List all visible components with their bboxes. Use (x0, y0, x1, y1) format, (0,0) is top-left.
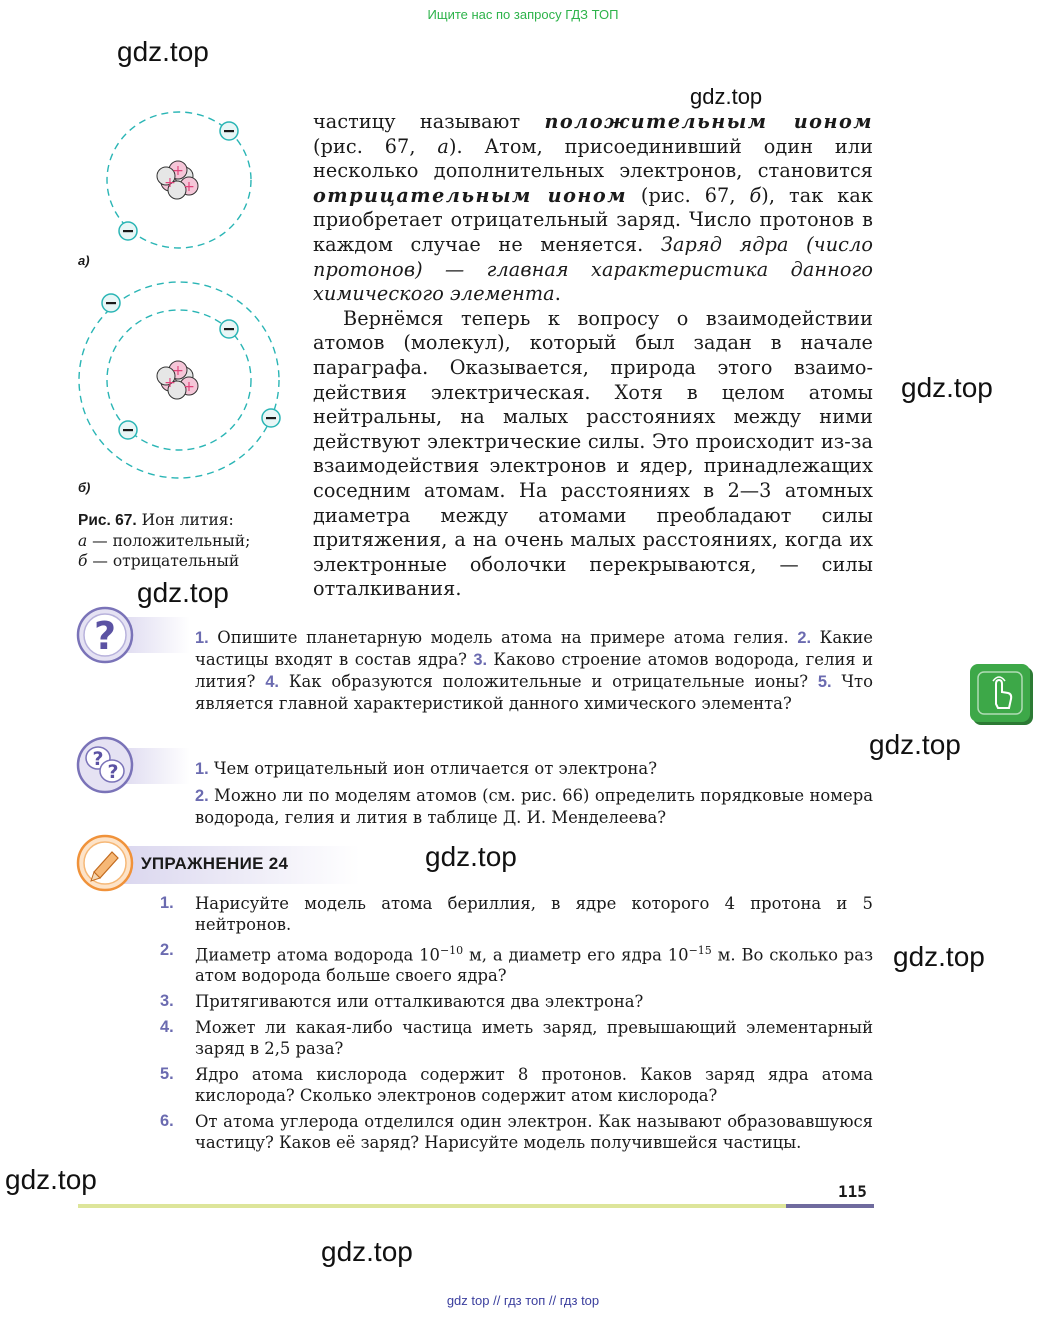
figure-caption (78, 510, 308, 571)
paragraph: Вернёмся теперь к вопросу о взаимодействии атомов (молекул), который был задан в начале параграфа. Оказывается, природа этого взаимодействия электрическая. Хотя в целом атомы нейтральны, на малых расстояниях между ними действуют электрические силы. Это происходит из-за взаимодействия электронов и ядер, принадлежащих соседним атомам. На расстояниях в 2—3 атомных диаметра между атомами преобладают силы притяжения, а на очень малых расстояниях, когда их электронные оболочки перекрываются, — силы отталкивания. (313, 306, 873, 601)
term-positive-ion: положительным ионом (544, 110, 874, 133)
question-text: Что является главной характеристикой данного химического элемента? (195, 672, 873, 713)
question-number: 5. (817, 673, 832, 691)
question-number: 2. (195, 787, 209, 805)
watermark: gdz.top (321, 1236, 413, 1267)
question-number: 3. (473, 651, 487, 669)
text-span: частицу называют (313, 110, 545, 133)
key-statement: Заряд ядра (число протонов) — главная характеристика данного химического элемента (313, 232, 873, 306)
nucleus (157, 361, 198, 399)
question-number: 1. (195, 629, 209, 647)
exercise-text: м. Во сколько раз атом водорода больше своего ядра? (195, 945, 874, 986)
question-number: 4. (265, 673, 279, 691)
exercise-item (160, 1017, 873, 1059)
term-negative-ion: отрицательным ионом (313, 183, 627, 207)
question-text: Опишите планетарную модель атома на примере атома гелия. (208, 628, 798, 647)
watermark: gdz.top (425, 841, 517, 872)
watermark: gdz.top (893, 941, 985, 972)
footer-rule-accent (786, 1204, 874, 1208)
exercise-item (160, 940, 873, 986)
electron-icon (102, 294, 120, 312)
exercise-number: 1. (160, 894, 174, 912)
questions-block (195, 627, 873, 714)
svg-text:+: + (183, 179, 195, 195)
electron-icon (119, 421, 137, 439)
electron-icon (220, 320, 238, 338)
exercise-number: 5. (160, 1065, 174, 1084)
exercise-text: Ядро атома кислорода содержит 8 протонов. Каков заряд ядра атома кислорода? Сколько электронов содержит атом кислорода? (195, 1065, 873, 1106)
electron-icon (262, 409, 280, 427)
exercise-item (160, 991, 873, 1012)
exercise-text: От атома углерода отделился один электрон. Как называют образовавшуюся частицу? Каков её заряд? Нарисуйте модель получившейся частицы. (195, 1112, 873, 1153)
figure-label-a: а) (78, 253, 90, 268)
exercise-item (160, 1111, 873, 1153)
svg-text:?: ? (107, 761, 119, 783)
question-number: 2. (797, 629, 812, 647)
caption-text: — отрицательный (87, 552, 240, 570)
watermark: gdz.top (869, 729, 961, 760)
question-icon (76, 606, 136, 666)
text-span: а (437, 134, 449, 158)
text-span: б (749, 183, 762, 207)
caption-letter: а (78, 532, 88, 550)
caption-title: Ион лития: (136, 511, 234, 529)
question-text: Чем отрицательный ион отличается от электрона? (208, 759, 657, 778)
svg-text:+: + (164, 375, 176, 391)
figure-67a-positive-ion (95, 100, 265, 260)
text-span: ), так как приобретает отрицательный заряд. Число протонов в каждом случае не меняется. (313, 183, 873, 256)
hand-pointer-icon (970, 664, 1030, 722)
exercise-title: УПРАЖНЕНИЕ 24 (141, 854, 289, 873)
interactive-button[interactable] (970, 664, 1030, 722)
discussion-block (195, 758, 873, 828)
exponent: −15 (688, 944, 712, 957)
svg-text:+: + (172, 363, 184, 379)
svg-text:+: + (164, 175, 176, 191)
figure-number: Рис. 67. (78, 512, 137, 529)
exercise-number: 3. (160, 992, 174, 1011)
svg-text:?: ? (93, 614, 117, 658)
electron-icon (119, 222, 137, 240)
watermark: gdz.top (117, 36, 209, 67)
svg-text:?: ? (92, 748, 104, 770)
question-text: Каково строение атомов водорода, гелия и лития? (195, 650, 873, 691)
discussion-icon (76, 736, 136, 796)
exercise-number: 2. (160, 941, 174, 959)
watermark: gdz.top (690, 84, 763, 109)
exercise-number: 4. (160, 1018, 174, 1037)
text-span: . (554, 282, 561, 306)
exercise-text: Нарисуйте модель атома бериллия, в ядре которого 4 протона и 5 нейтронов. (195, 894, 873, 934)
page-number: 115 (838, 1182, 867, 1201)
top-banner[interactable]: Ищите нас по запросу ГДЗ ТОП (427, 7, 619, 22)
exponent: −10 (439, 944, 464, 957)
text-span: (рис. 67, (626, 183, 750, 207)
paragraph (313, 110, 873, 307)
caption-letter: б (78, 552, 88, 570)
electron-icon (220, 122, 238, 140)
footer-rule (78, 1204, 786, 1208)
exercise-text: м, а диаметр его ядра 10 (463, 945, 689, 965)
figure-label-b: б) (78, 480, 91, 495)
exercise-list (160, 893, 873, 1158)
svg-text:+: + (183, 379, 195, 395)
exercise-text: Притягиваются или отталкиваются два электрона? (195, 992, 644, 1012)
question-text: Как образуются положительные и отрицательные ионы? (278, 672, 818, 691)
figure-67b-negative-ion (72, 280, 287, 480)
question-text: Можно ли по моделям атомов (см. рис. 66) определить порядковые номера водорода, гелия и лития в таблице Д. И. Менделеева? (195, 786, 873, 827)
nucleus (157, 161, 198, 199)
watermark: gdz.top (901, 372, 993, 403)
exercise-item (160, 893, 873, 935)
exercise-text: Может ли какая-либо частица иметь заряд, превышающий элементарный заряд в 2,5 раза? (195, 1018, 873, 1059)
exercise-text: Диаметр атома водорода 10 (195, 945, 440, 965)
caption-text: — положительный; (87, 532, 251, 550)
question-number: 1. (195, 760, 209, 778)
watermark: gdz.top (5, 1164, 97, 1195)
bottom-banner[interactable]: gdz top // гдз топ // гдз top (446, 1293, 600, 1308)
watermark: gdz.top (137, 577, 229, 608)
text-span: ). Атом, присоединивший один или несколько дополнительных электронов, становится (313, 134, 873, 183)
svg-text:+: + (172, 163, 184, 179)
main-text (313, 110, 873, 602)
text-span: (рис. 67, (313, 134, 438, 158)
exercise-number: 6. (160, 1112, 174, 1131)
pencil-icon (76, 834, 136, 894)
question-text: Какие частицы входят в состав ядра? (195, 628, 873, 669)
exercise-item (160, 1064, 873, 1106)
